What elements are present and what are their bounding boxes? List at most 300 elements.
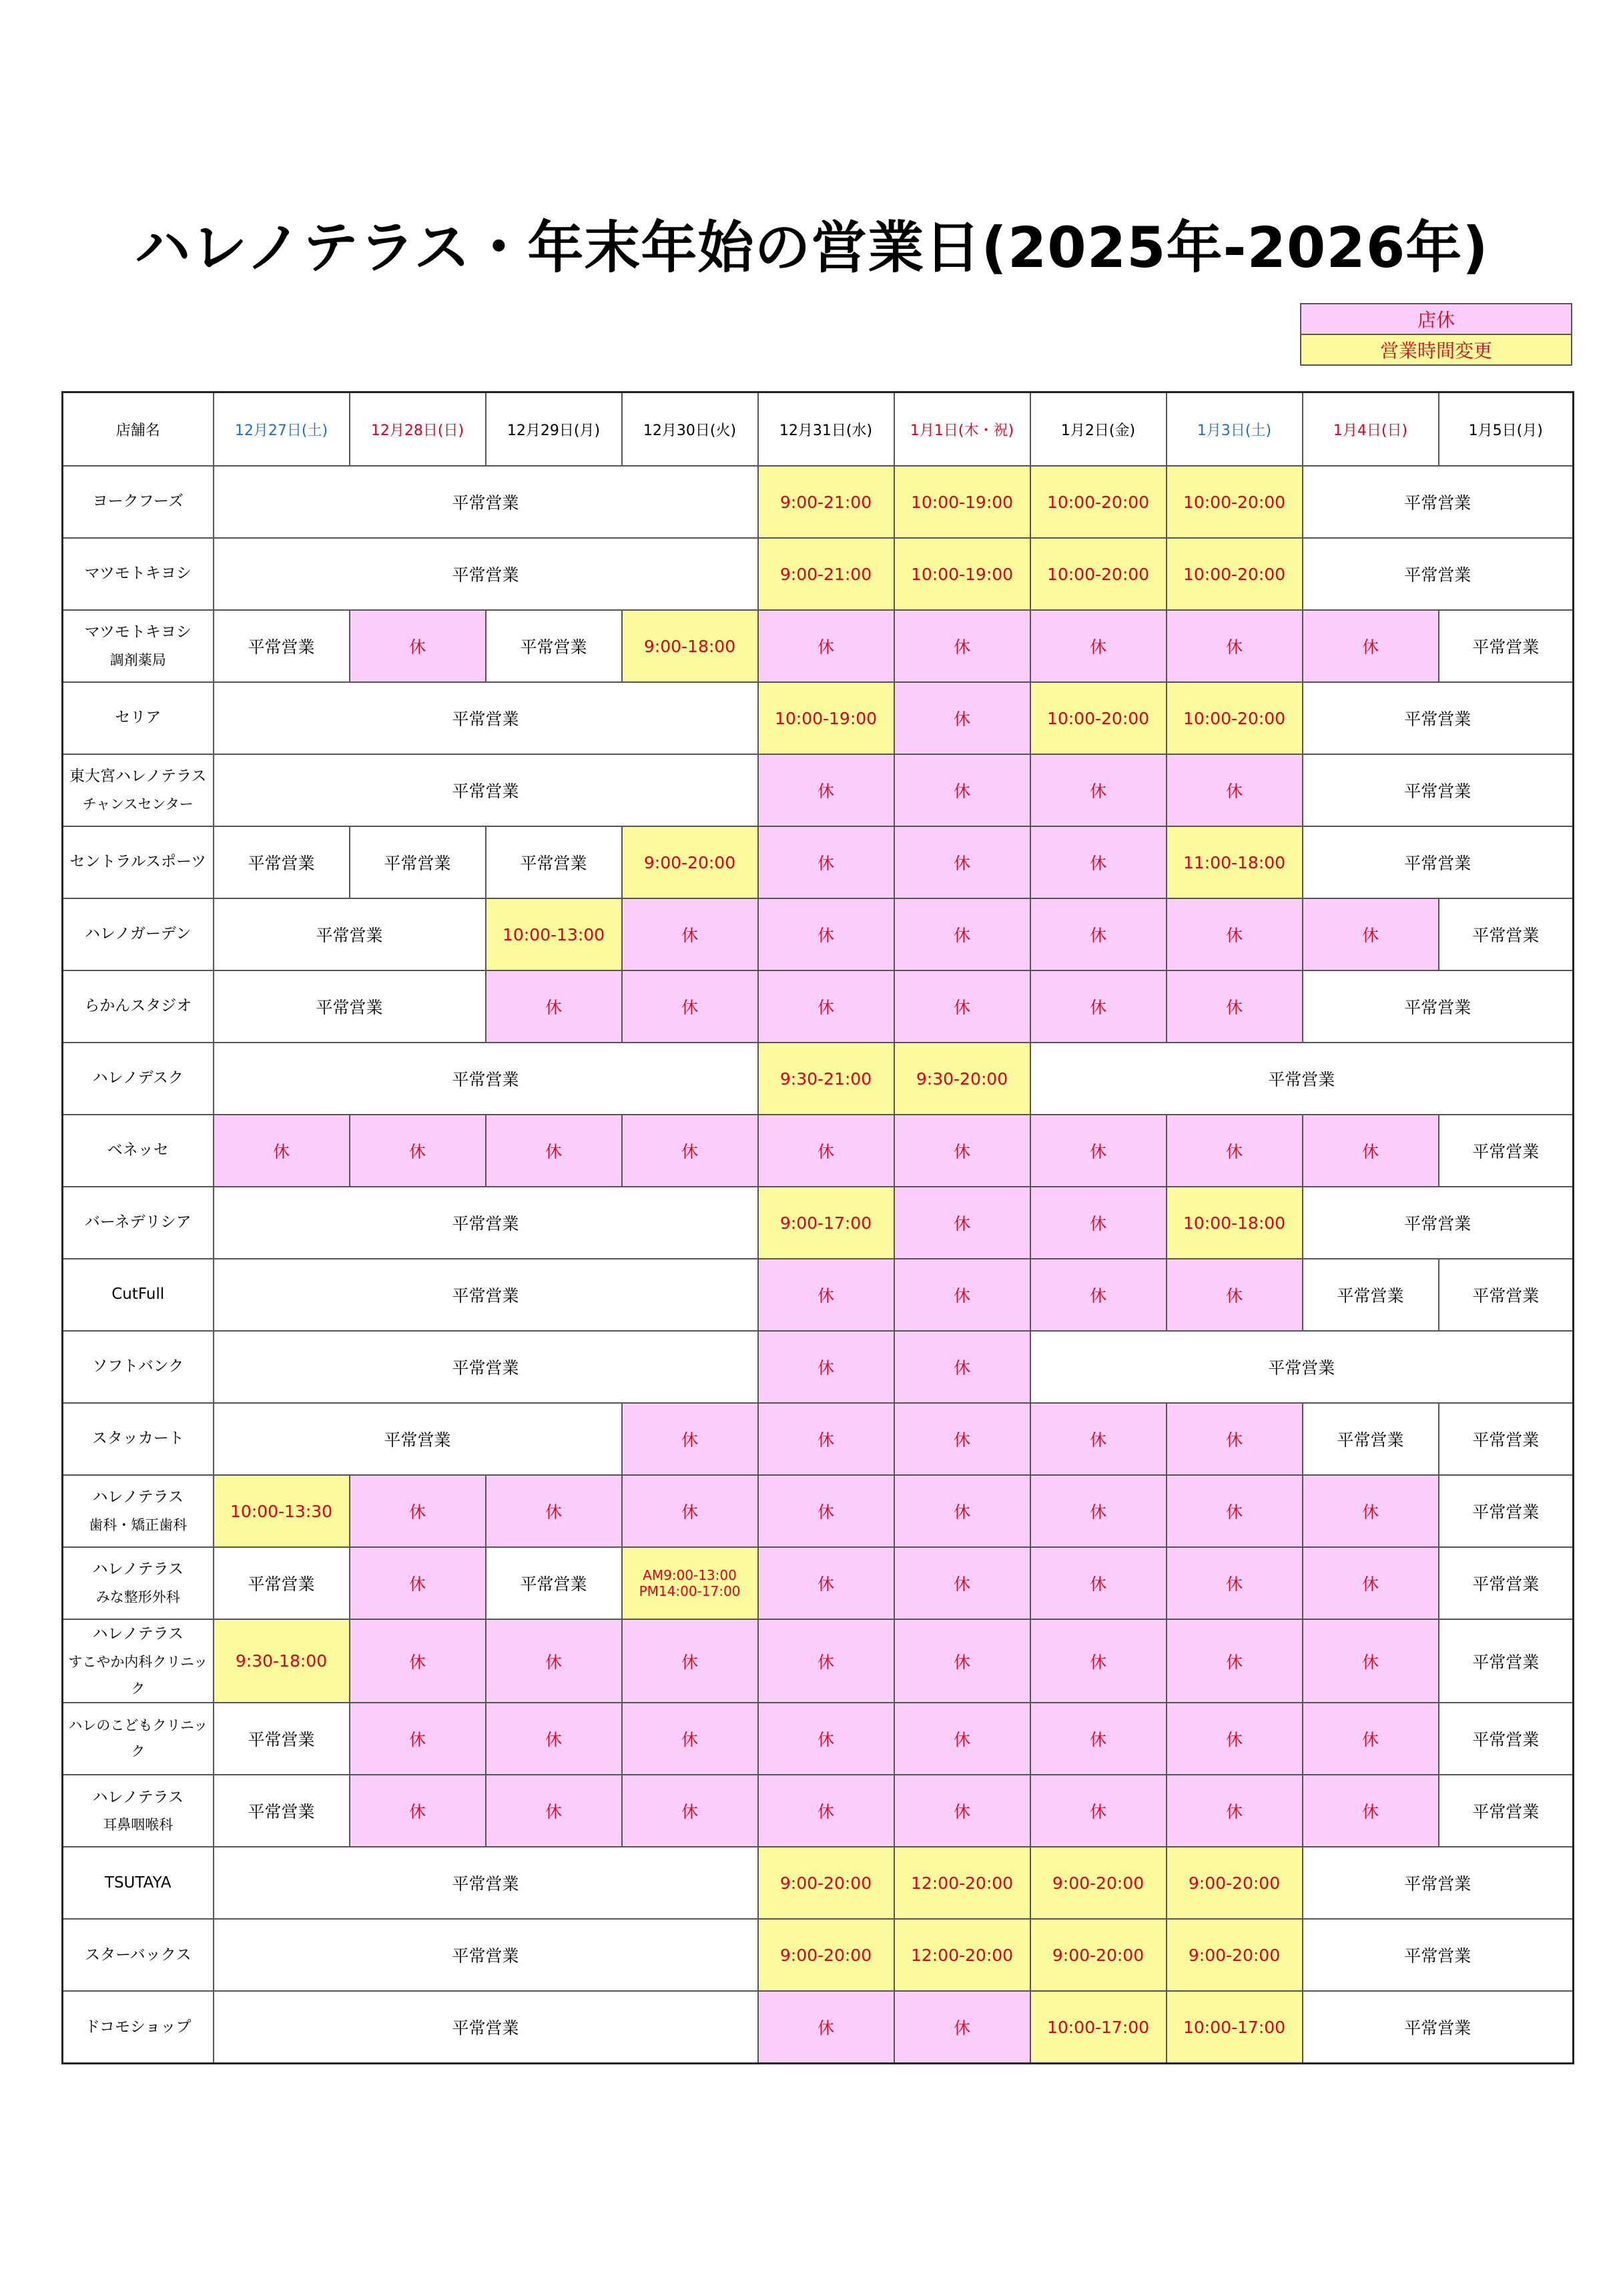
schedule-cell-changed xyxy=(214,1619,350,1703)
schedule-cell-text: 休 xyxy=(1089,1652,1106,1672)
schedule-cell-normal xyxy=(214,1847,758,1919)
schedule-cell-closed xyxy=(758,610,894,682)
schedule-cell-closed xyxy=(758,1331,894,1403)
schedule-cell-normal xyxy=(214,1331,758,1403)
schedule-cell-text: 10:00-19:00 xyxy=(910,492,1014,512)
schedule-cell-text: 休 xyxy=(1361,637,1379,657)
schedule-cell-text: 休 xyxy=(408,1142,426,1161)
store-name-cell xyxy=(63,1475,214,1547)
schedule-cell-text: 休 xyxy=(1225,1502,1243,1522)
schedule-cell-text: 平常営業 xyxy=(1337,1286,1404,1306)
schedule-cell-text: 休 xyxy=(1089,854,1106,873)
schedule-cell-text: 休 xyxy=(1225,926,1243,945)
store-name-cell xyxy=(63,1403,214,1475)
date-header: 12月31日(水) xyxy=(758,392,894,467)
table-row xyxy=(63,1775,1574,1847)
schedule-cell-changed xyxy=(894,1919,1030,1991)
schedule-cell-text: 休 xyxy=(953,782,970,801)
table-row xyxy=(63,1919,1574,1991)
store-name-cell xyxy=(63,1703,214,1775)
table-row xyxy=(63,1187,1574,1259)
schedule-cell-text: 9:00-20:00 xyxy=(1188,1873,1281,1893)
date-header: 12月27日(土) xyxy=(214,392,350,467)
schedule-cell-text: 10:00-13:30 xyxy=(230,1501,333,1521)
schedule-cell-closed xyxy=(894,1991,1030,2064)
schedule-cell-text: 10:00-20:00 xyxy=(1183,708,1286,728)
schedule-cell-normal xyxy=(214,1043,758,1115)
schedule-cell-text: 休 xyxy=(681,1730,698,1750)
schedule-cell-text: 9:00-21:00 xyxy=(779,564,872,584)
schedule-cell-closed xyxy=(622,1403,758,1475)
schedule-cell-text: 平常営業 xyxy=(1404,2018,1472,2038)
table-row xyxy=(63,1115,1574,1187)
store-name-line: マツモトキヨシ xyxy=(84,565,192,583)
schedule-cell-normal xyxy=(350,826,486,898)
schedule-cell-normal xyxy=(1439,1115,1574,1187)
schedule-cell-closed xyxy=(894,1775,1030,1847)
schedule-cell-closed xyxy=(1030,898,1167,970)
schedule-cell-normal xyxy=(1439,1475,1574,1547)
schedule-cell-text: 休 xyxy=(1361,1652,1379,1672)
schedule-cell-closed xyxy=(1303,1475,1439,1547)
schedule-cell-text: 休 xyxy=(1089,1802,1106,1822)
schedule-cell-text: 休 xyxy=(545,1802,562,1822)
schedule-cell-text: 休 xyxy=(408,1574,426,1594)
store-name-line: セリア xyxy=(115,709,161,727)
schedule-cell-text: 平常営業 xyxy=(1337,1430,1404,1450)
schedule-cell-text: 平常営業 xyxy=(452,1946,519,1966)
schedule-cell-changed xyxy=(758,538,894,610)
schedule-cell-text: 10:00-18:00 xyxy=(1183,1213,1286,1233)
schedule-cell-text: 休 xyxy=(953,1574,970,1594)
schedule-cell-closed xyxy=(1167,1619,1303,1703)
schedule-cell-text: 10:00-20:00 xyxy=(1183,492,1286,512)
schedule-cell-normal xyxy=(214,1703,350,1775)
schedule-cell-text: 平常営業 xyxy=(1404,709,1472,729)
store-name-line: ソフトバンク xyxy=(92,1358,184,1376)
schedule-cell-text: 休 xyxy=(408,1652,426,1672)
store-name-line: 歯科・矯正歯科 xyxy=(89,1516,188,1533)
schedule-cell-changed xyxy=(214,1475,350,1547)
schedule-cell-closed xyxy=(1167,610,1303,682)
schedule-cell-text: 10:00-20:00 xyxy=(1046,708,1150,728)
store-name-line: ドコモショップ xyxy=(84,2018,192,2036)
schedule-cell-text: 平常営業 xyxy=(1472,1430,1540,1450)
schedule-cell-text: 休 xyxy=(953,854,970,873)
schedule-cell-closed xyxy=(894,826,1030,898)
schedule-cell-text: 平常営業 xyxy=(384,854,451,873)
schedule-cell-normal xyxy=(1439,1259,1574,1331)
schedule-cell-text: 平常営業 xyxy=(1404,998,1472,1017)
schedule-cell-text: 休 xyxy=(1361,1574,1379,1594)
schedule-cell-text: 平常営業 xyxy=(1472,1286,1540,1306)
date-header: 1月2日(金) xyxy=(1030,392,1167,467)
schedule-cell-closed xyxy=(1030,754,1167,826)
store-name-line: すこやか内科クリニック xyxy=(68,1653,208,1697)
store-name-cell xyxy=(63,538,214,610)
date-header: 1月5日(月) xyxy=(1439,392,1574,467)
schedule-cell-text: 平常営業 xyxy=(452,782,519,801)
schedule-cell-changed xyxy=(1167,826,1303,898)
schedule-cell-normal xyxy=(1303,1919,1574,1991)
schedule-cell-text: 休 xyxy=(953,2018,970,2038)
schedule-cell-closed xyxy=(1303,610,1439,682)
schedule-cell-normal xyxy=(214,970,486,1043)
schedule-cell-text: 12:00-20:00 xyxy=(910,1945,1014,1965)
schedule-cell-closed xyxy=(758,1475,894,1547)
schedule-cell-closed xyxy=(894,1115,1030,1187)
schedule-cell-text: 休 xyxy=(953,1802,970,1822)
schedule-cell-normal xyxy=(214,1187,758,1259)
schedule-cell-changed xyxy=(758,1847,894,1919)
schedule-cell-text: 平常営業 xyxy=(1472,1730,1540,1750)
schedule-cell-text: 休 xyxy=(817,1142,834,1161)
store-name-line: 調剤薬局 xyxy=(109,651,166,668)
schedule-cell-closed xyxy=(758,970,894,1043)
schedule-cell-text: 10:00-13:00 xyxy=(502,924,605,944)
schedule-cell-closed xyxy=(894,754,1030,826)
store-name-cell xyxy=(63,1187,214,1259)
schedule-cell-changed xyxy=(1167,682,1303,754)
schedule-cell-text: 休 xyxy=(1361,1730,1379,1750)
schedule-cell-closed xyxy=(486,1775,622,1847)
schedule-cell-text: 休 xyxy=(681,1502,698,1522)
schedule-cell-normal xyxy=(214,1919,758,1991)
schedule-cell-text: 平常営業 xyxy=(452,2018,519,2038)
schedule-cell-text: 休 xyxy=(545,1142,562,1161)
schedule-cell-text: 9:00-17:00 xyxy=(779,1213,872,1233)
schedule-cell-closed xyxy=(894,610,1030,682)
schedule-cell-text: 平常営業 xyxy=(452,1286,519,1306)
schedule-cell-changed xyxy=(894,538,1030,610)
schedule-cell-text: 11:00-18:00 xyxy=(1183,852,1286,872)
schedule-cell-normal xyxy=(1303,754,1574,826)
schedule-cell-text: 休 xyxy=(1225,1574,1243,1594)
store-name-line: CutFull xyxy=(111,1285,165,1304)
schedule-cell-closed xyxy=(758,1991,894,2064)
schedule-cell-text: 9:00-20:00 xyxy=(1052,1945,1145,1965)
store-name-cell xyxy=(63,1847,214,1919)
store-name-line: ヨークフーズ xyxy=(92,493,184,511)
schedule-cell-closed xyxy=(1303,1619,1439,1703)
schedule-cell-normal xyxy=(214,682,758,754)
table-row xyxy=(63,1259,1574,1331)
date-header: 12月29日(月) xyxy=(486,392,622,467)
schedule-cell-text: 平常営業 xyxy=(1472,1802,1540,1822)
schedule-cell-text: 休 xyxy=(681,998,698,1017)
schedule-cell-changed xyxy=(622,1547,758,1619)
schedule-cell-text: 平常営業 xyxy=(384,1430,451,1450)
schedule-cell-text: 休 xyxy=(817,1802,834,1822)
schedule-cell-closed xyxy=(1030,970,1167,1043)
schedule-cell-closed xyxy=(1303,898,1439,970)
schedule-cell-changed xyxy=(758,682,894,754)
store-name-line: セントラルスポーツ xyxy=(69,853,207,871)
store-name-line: ハレノデスク xyxy=(92,1069,184,1087)
schedule-cell-normal xyxy=(214,466,758,538)
schedule-cell-text: 平常営業 xyxy=(452,1874,519,1894)
schedule-cell-text: 休 xyxy=(408,1502,426,1522)
store-name-line: スタッカート xyxy=(91,1430,184,1448)
schedule-cell-changed xyxy=(1030,682,1167,754)
store-name-cell xyxy=(63,610,214,682)
header-row xyxy=(63,392,1574,467)
legend xyxy=(1300,303,1572,366)
schedule-cell-text: 9:00-20:00 xyxy=(1188,1945,1281,1965)
schedule-cell-normal xyxy=(1439,1703,1574,1775)
schedule-cell-text: 平常営業 xyxy=(1404,1946,1472,1966)
schedule-cell-text: 平常営業 xyxy=(1472,926,1540,945)
schedule-cell-normal xyxy=(1439,1619,1574,1703)
schedule-cell-text: 10:00-19:00 xyxy=(774,708,878,728)
schedule-cell-normal xyxy=(1303,682,1574,754)
schedule-cell-closed xyxy=(350,1115,486,1187)
store-name-line: 東大宮ハレノテラス xyxy=(69,768,207,786)
schedule-cell-normal xyxy=(1439,610,1574,682)
schedule-cell-closed xyxy=(894,1703,1030,1775)
schedule-cell-changed xyxy=(758,1043,894,1115)
schedule-cell-text: 休 xyxy=(408,1730,426,1750)
table-row xyxy=(63,1547,1574,1619)
schedule-cell-closed xyxy=(758,1703,894,1775)
table-row xyxy=(63,754,1574,826)
schedule-cell-text: 9:00-18:00 xyxy=(643,636,736,656)
schedule-cell-closed xyxy=(894,1259,1030,1331)
schedule-cell-text: 休 xyxy=(1089,1502,1106,1522)
store-name-line: マツモトキヨシ xyxy=(84,623,192,641)
schedule-cell-closed xyxy=(622,1619,758,1703)
table-row xyxy=(63,1043,1574,1115)
schedule-cell-closed xyxy=(894,1619,1030,1703)
date-header: 12月30日(火) xyxy=(622,392,758,467)
schedule-cell-normal xyxy=(1439,1403,1574,1475)
schedule-cell-text: 休 xyxy=(953,1286,970,1306)
schedule-cell-closed xyxy=(758,1619,894,1703)
date-header: 1月4日(日) xyxy=(1303,392,1439,467)
schedule-cell-changed xyxy=(622,826,758,898)
schedule-cell-text: 平常営業 xyxy=(248,1574,315,1594)
schedule-cell-changed xyxy=(1030,1847,1167,1919)
schedule-cell-text: 休 xyxy=(272,1142,290,1161)
schedule-cell-changed xyxy=(1030,466,1167,538)
schedule-cell-text: 10:00-17:00 xyxy=(1183,2017,1286,2037)
schedule-cell-text: 休 xyxy=(817,1652,834,1672)
schedule-cell-text: 休 xyxy=(545,1730,562,1750)
store-name-cell xyxy=(63,1043,214,1115)
schedule-cell-text: 平常営業 xyxy=(1404,854,1472,873)
schedule-cell-text: 9:30-21:00 xyxy=(779,1069,872,1089)
schedule-cell-closed xyxy=(1167,754,1303,826)
schedule-cell-text: 平常営業 xyxy=(316,998,383,1017)
schedule-cell-text: 9:30-18:00 xyxy=(235,1651,328,1671)
schedule-cell-text: 休 xyxy=(1089,926,1106,945)
table-row xyxy=(63,826,1574,898)
schedule-cell-text: 平常営業 xyxy=(1268,1358,1335,1378)
schedule-cell-normal xyxy=(214,898,486,970)
schedule-cell-text: 休 xyxy=(1089,782,1106,801)
schedule-cell-changed xyxy=(486,898,622,970)
schedule-cell-text: 9:00-20:00 xyxy=(643,852,736,872)
schedule-cell-closed xyxy=(1167,1475,1303,1547)
schedule-cell-text: 休 xyxy=(681,1652,698,1672)
schedule-cell-text: 休 xyxy=(1225,1430,1243,1450)
schedule-cell-closed xyxy=(1030,1775,1167,1847)
schedule-cell-normal xyxy=(214,1259,758,1331)
schedule-table xyxy=(61,391,1574,2064)
schedule-cell-text: 平常営業 xyxy=(1404,1214,1472,1233)
schedule-cell-closed xyxy=(894,682,1030,754)
schedule-cell-text: 9:00-20:00 xyxy=(779,1873,872,1893)
schedule-cell-normal xyxy=(1303,1187,1574,1259)
schedule-cell-text: 休 xyxy=(817,1286,834,1306)
schedule-cell-text: 10:00-20:00 xyxy=(1046,492,1150,512)
store-name-cell xyxy=(63,970,214,1043)
schedule-cell-closed xyxy=(894,1187,1030,1259)
schedule-cell-closed xyxy=(486,1475,622,1547)
schedule-body xyxy=(63,466,1574,2064)
schedule-cell-closed xyxy=(1030,826,1167,898)
schedule-cell-text: 平常営業 xyxy=(1404,565,1472,585)
schedule-cell-normal xyxy=(1303,1991,1574,2064)
store-name-line: らかんスタジオ xyxy=(84,997,192,1015)
schedule-cell-text: 10:00-19:00 xyxy=(910,564,1014,584)
schedule-cell-closed xyxy=(1030,1703,1167,1775)
schedule-cell-text: 休 xyxy=(1225,1652,1243,1672)
schedule-cell-text: 休 xyxy=(817,998,834,1017)
schedule-cell-normal xyxy=(1030,1043,1574,1115)
schedule-cell-text: 平常営業 xyxy=(452,1214,519,1233)
schedule-cell-closed xyxy=(486,1619,622,1703)
schedule-cell-closed xyxy=(1167,1775,1303,1847)
schedule-cell-text: 休 xyxy=(1225,782,1243,801)
schedule-cell-closed xyxy=(1167,1259,1303,1331)
schedule-cell-text: 平常営業 xyxy=(452,565,519,585)
table-row xyxy=(63,1475,1574,1547)
schedule-cell-closed xyxy=(1303,1115,1439,1187)
schedule-cell-text: 休 xyxy=(1225,1286,1243,1306)
schedule-cell-closed xyxy=(1167,1703,1303,1775)
store-name-line: チャンスセンター xyxy=(82,796,194,812)
schedule-cell-text: 平常営業 xyxy=(1268,1070,1335,1089)
schedule-cell-normal xyxy=(486,1547,622,1619)
schedule-cell-closed xyxy=(1167,1403,1303,1475)
schedule-cell-text: 休 xyxy=(681,1142,698,1161)
schedule-cell-normal xyxy=(214,1403,622,1475)
schedule-cell-closed xyxy=(1303,1703,1439,1775)
schedule-cell-text: 平常営業 xyxy=(452,493,519,513)
schedule-cell-normal xyxy=(1030,1331,1574,1403)
schedule-cell-text: 休 xyxy=(817,637,834,657)
schedule-cell-changed xyxy=(1167,1991,1303,2064)
legend-closed: 店休 xyxy=(1301,304,1572,334)
schedule-cell-closed xyxy=(758,754,894,826)
schedule-cell-text: 平常営業 xyxy=(1404,782,1472,801)
store-name-line: ベネッセ xyxy=(107,1141,169,1159)
schedule-cell-closed xyxy=(1167,1115,1303,1187)
store-column-header: 店舗名 xyxy=(63,392,214,467)
schedule-cell-closed xyxy=(350,1547,486,1619)
store-name-cell xyxy=(63,466,214,538)
store-name-cell xyxy=(63,1547,214,1619)
store-name-cell xyxy=(63,682,214,754)
table-row xyxy=(63,1991,1574,2064)
schedule-cell-closed xyxy=(622,1475,758,1547)
schedule-cell-normal xyxy=(214,826,350,898)
store-name-cell xyxy=(63,1775,214,1847)
schedule-cell-text: 休 xyxy=(817,1358,834,1378)
schedule-cell-text: 休 xyxy=(953,709,970,729)
schedule-cell-text: AM9:00-13:00 xyxy=(643,1567,737,1583)
schedule-cell-text: 休 xyxy=(1089,1142,1106,1161)
schedule-cell-text: 休 xyxy=(545,1502,562,1522)
schedule-cell-text: 休 xyxy=(953,1730,970,1750)
schedule-cell-normal xyxy=(214,1775,350,1847)
date-header: 1月3日(土) xyxy=(1167,392,1303,467)
schedule-cell-normal xyxy=(214,1547,350,1619)
schedule-cell-closed xyxy=(758,826,894,898)
schedule-cell-changed xyxy=(758,466,894,538)
schedule-cell-text: 休 xyxy=(817,1502,834,1522)
schedule-cell-text: 休 xyxy=(1225,1142,1243,1161)
schedule-cell-closed xyxy=(622,1703,758,1775)
schedule-cell-changed xyxy=(1030,1919,1167,1991)
schedule-cell-normal xyxy=(1303,466,1574,538)
schedule-cell-closed xyxy=(1030,1403,1167,1475)
schedule-cell-closed xyxy=(350,610,486,682)
schedule-cell-normal xyxy=(214,754,758,826)
table-row xyxy=(63,1703,1574,1775)
schedule-cell-text: 休 xyxy=(1089,1574,1106,1594)
schedule-cell-text: 休 xyxy=(1361,1502,1379,1522)
schedule-cell-text: 休 xyxy=(817,1430,834,1450)
table-row xyxy=(63,466,1574,538)
date-header: 12月28日(日) xyxy=(350,392,486,467)
schedule-cell-text: 休 xyxy=(1089,1286,1106,1306)
schedule-cell-text: 9:00-20:00 xyxy=(779,1945,872,1965)
table-row xyxy=(63,898,1574,970)
schedule-cell-closed xyxy=(486,970,622,1043)
schedule-cell-closed xyxy=(486,1703,622,1775)
schedule-cell-text: 休 xyxy=(545,998,562,1017)
schedule-cell-closed xyxy=(1030,1475,1167,1547)
schedule-cell-text: 休 xyxy=(953,926,970,945)
schedule-cell-text: PM14:00-17:00 xyxy=(639,1583,741,1599)
schedule-cell-text: 平常営業 xyxy=(1472,1502,1540,1522)
schedule-cell-normal xyxy=(1303,1403,1439,1475)
schedule-cell-text: 平常営業 xyxy=(248,854,315,873)
schedule-cell-closed xyxy=(622,1775,758,1847)
schedule-cell-text: 休 xyxy=(545,1652,562,1672)
schedule-cell-closed xyxy=(894,1475,1030,1547)
schedule-cell-text: 平常営業 xyxy=(452,1070,519,1089)
schedule-cell-text: 平常営業 xyxy=(248,1802,315,1822)
schedule-cell-closed xyxy=(894,970,1030,1043)
schedule-cell-changed xyxy=(1167,1187,1303,1259)
legend-changed: 営業時間変更 xyxy=(1301,334,1572,365)
schedule-cell-closed xyxy=(758,1775,894,1847)
schedule-cell-text: 休 xyxy=(817,2018,834,2038)
schedule-cell-normal xyxy=(214,538,758,610)
schedule-cell-text: 休 xyxy=(1089,637,1106,657)
date-header: 1月1日(木・祝) xyxy=(894,392,1030,467)
schedule-cell-normal xyxy=(486,610,622,682)
schedule-cell-text: 平常営業 xyxy=(520,854,587,873)
schedule-cell-text: 休 xyxy=(408,637,426,657)
schedule-cell-text: 休 xyxy=(1361,1142,1379,1161)
schedule-cell-normal xyxy=(1303,1259,1439,1331)
schedule-cell-closed xyxy=(894,1331,1030,1403)
schedule-cell-closed xyxy=(622,970,758,1043)
